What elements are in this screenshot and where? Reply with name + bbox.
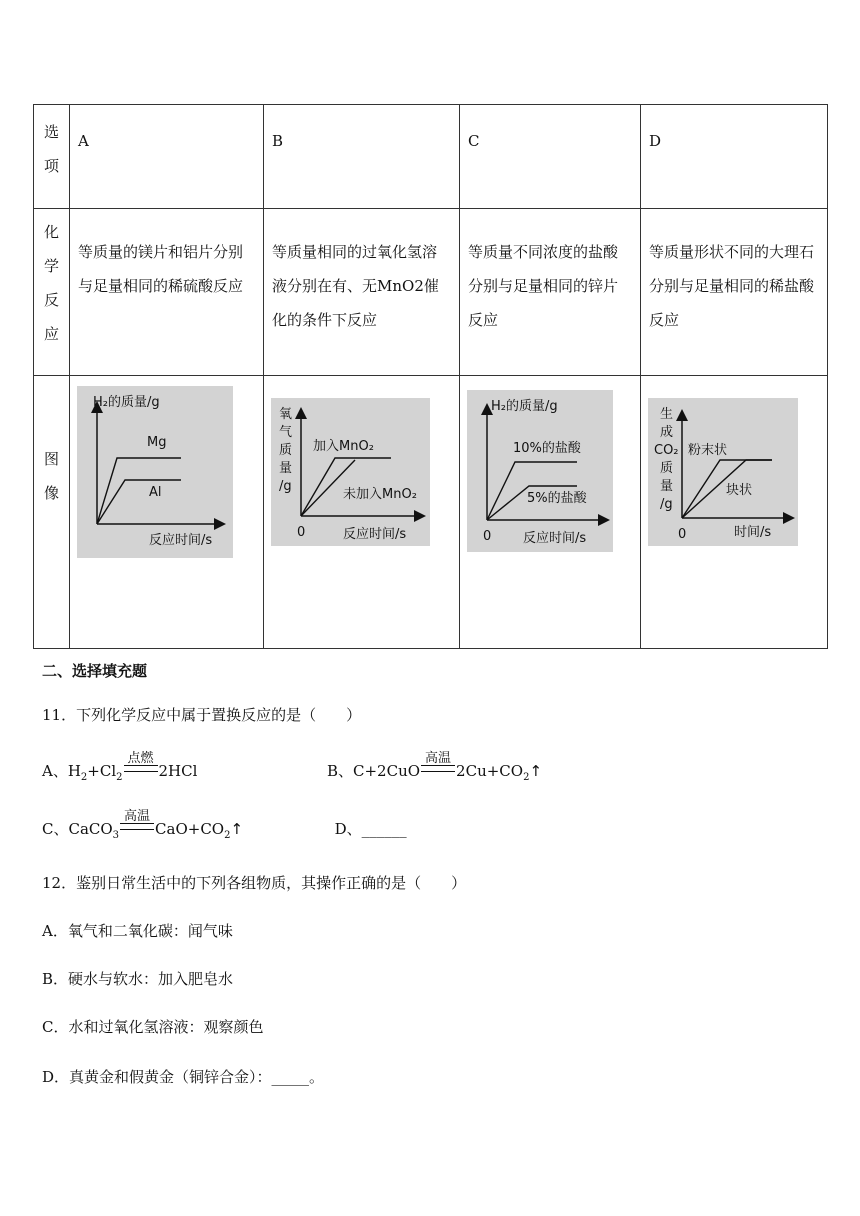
svg-text:量: 量	[279, 461, 293, 476]
reaction-d: 等质量形状不同的大理石分别与足量相同的稀盐酸反应	[641, 209, 828, 376]
header-image: 图 像	[34, 376, 70, 649]
reaction-a: 等质量的镁片和铝片分别与足量相同的稀硫酸反应	[70, 209, 264, 376]
graph-d-lower-label: 块状	[726, 483, 753, 498]
graph-d-xlabel: 时间/s	[734, 525, 772, 540]
q11-options-ab	[42, 751, 543, 783]
q12-option-c: C．水和过氧化氢溶液：观察颜色	[42, 1018, 264, 1036]
q12-option-b: B．硬水与软水：加入肥皂水	[42, 970, 234, 988]
graph-d	[648, 398, 798, 546]
svg-text:气: 气	[279, 425, 293, 440]
graph-d-ylabel-1: 生	[660, 407, 674, 422]
q12-stem: 12．鉴别日常生活中的下列各组物质，其操作正确的是（ ）	[42, 874, 467, 892]
graph-d-cell	[641, 376, 828, 649]
reaction-c: 等质量不同浓度的盐酸分别与足量相同的锌片反应	[460, 209, 641, 376]
q11-options-cd	[42, 809, 407, 841]
graph-c-xlabel: 反应时间/s	[523, 531, 587, 546]
option-b: B	[264, 105, 460, 209]
graph-a-xlabel: 反应时间/s	[149, 533, 213, 548]
graph-b-cell	[264, 376, 460, 649]
graph-b-origin: 0	[297, 525, 306, 540]
graph-b-ylabel-1: 氧	[279, 407, 293, 422]
option-c: C	[460, 105, 641, 209]
graph-c-origin: 0	[483, 529, 492, 544]
graph-c-cell	[460, 376, 641, 649]
section-title: 二、选择填充题	[42, 662, 148, 680]
reaction-b: 等质量相同的过氧化氢溶液分别在有、无MnO2催化的条件下反应	[264, 209, 460, 376]
graph-b-xlabel: 反应时间/s	[343, 527, 407, 542]
q11-option-c: C、CaCO$_3$ 高温 $CaO+CO_2↑$	[42, 809, 244, 841]
graph-a-lower-label: Al	[149, 485, 162, 500]
q11-option-b: B、C+2CuO 高温 $2Cu+CO_2↑$	[326, 751, 543, 783]
graph-a-cell	[70, 376, 264, 649]
graph-b-upper-label: 加入MnO₂	[313, 439, 374, 454]
graph-d-upper-label: 粉末状	[688, 443, 728, 458]
graph-b-lower-label: 未加入MnO₂	[343, 487, 417, 502]
graph-c-lower-label: 5%的盐酸	[527, 491, 587, 506]
graph-c-ylabel: H₂的质量/g	[491, 399, 558, 414]
graph-b	[271, 398, 430, 546]
svg-text:/g: /g	[660, 497, 673, 512]
q11-option-a: A、$H_2+Cl_2$ 点燃 2HCl	[42, 751, 198, 783]
svg-text:质: 质	[279, 443, 293, 458]
svg-text:质: 质	[660, 461, 674, 476]
q12-option-d: D．真黄金和假黄金（铜锌合金）：_____。	[42, 1068, 325, 1086]
graph-a	[77, 386, 233, 558]
svg-text:CO₂: CO₂	[654, 443, 679, 458]
header-option: 选 项	[34, 105, 70, 209]
graph-a-upper-label: Mg	[147, 435, 167, 450]
option-a: A	[70, 105, 264, 209]
svg-text:成: 成	[660, 425, 674, 440]
option-d: D	[641, 105, 828, 209]
graph-c	[467, 390, 613, 552]
graph-c-upper-label: 10%的盐酸	[513, 441, 581, 456]
options-table	[33, 104, 828, 649]
graph-d-origin: 0	[678, 527, 687, 542]
svg-text:量: 量	[660, 479, 674, 494]
q11-option-d: D、______	[334, 820, 407, 838]
header-reaction: 化 学 反 应	[34, 209, 70, 376]
svg-text:/g: /g	[279, 479, 292, 494]
q11-stem: 11．下列化学反应中属于置换反应的是（ ）	[42, 706, 362, 724]
graph-a-ylabel: H₂的质量/g	[93, 395, 160, 410]
q12-option-a: A．氧气和二氧化碳：闻气味	[42, 922, 233, 940]
